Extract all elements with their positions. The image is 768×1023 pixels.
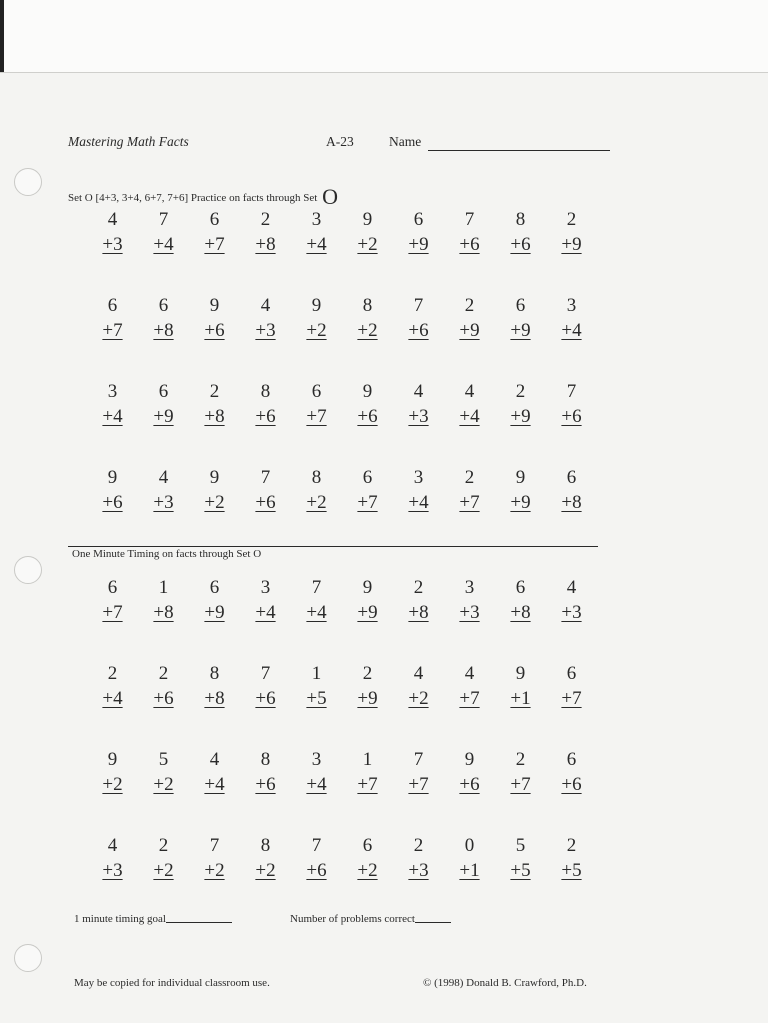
addition-problem — [437, 379, 488, 465]
problem-addend: +4 — [255, 602, 276, 623]
addition-problem — [182, 379, 233, 465]
addition-problem — [233, 661, 284, 747]
problem-addend: +2 — [204, 492, 225, 513]
problem-addend: +4 — [306, 774, 327, 795]
problems-correct-blank — [415, 922, 451, 923]
problem-top-number: 7 — [464, 209, 475, 230]
problem-addend: +3 — [102, 860, 123, 881]
addition-problem — [488, 379, 539, 465]
problem-addend: +7 — [204, 234, 225, 255]
addition-problem — [437, 575, 488, 661]
problem-top-number: 9 — [311, 295, 322, 316]
problem-top-number: 4 — [566, 577, 577, 598]
problem-top-number: 7 — [209, 835, 220, 856]
problem-row — [80, 661, 590, 747]
problem-addend: +5 — [510, 860, 531, 881]
addition-problem — [335, 747, 386, 833]
problem-row — [80, 293, 590, 379]
problem-addend: +6 — [510, 234, 531, 255]
problem-addend: +8 — [204, 406, 225, 427]
addition-problem — [539, 379, 590, 465]
timing-goal-label: 1 minute timing goal — [74, 913, 166, 925]
addition-problem — [488, 661, 539, 747]
addition-problem — [284, 661, 335, 747]
name-label: Name — [389, 134, 422, 149]
set-letter: O — [322, 184, 338, 209]
problem-top-number: 8 — [209, 663, 220, 684]
addition-problem — [284, 575, 335, 661]
page-top-band — [0, 0, 768, 73]
problem-top-number: 9 — [209, 295, 220, 316]
problem-top-number: 7 — [566, 381, 577, 402]
problem-top-number: 2 — [413, 835, 424, 856]
addition-problem — [233, 465, 284, 551]
addition-problem — [182, 833, 233, 919]
addition-problem — [488, 833, 539, 919]
problem-addend: +4 — [102, 406, 123, 427]
problem-addend: +8 — [153, 320, 174, 341]
problems-correct-field — [290, 913, 451, 925]
addition-problem — [386, 293, 437, 379]
addition-problem — [284, 465, 335, 551]
addition-problem — [284, 747, 335, 833]
problem-top-number: 6 — [158, 381, 169, 402]
problem-row — [80, 575, 590, 661]
problem-addend: +3 — [561, 602, 582, 623]
addition-problem — [284, 833, 335, 919]
addition-problem — [386, 465, 437, 551]
addition-problem — [131, 207, 182, 293]
problem-addend: +2 — [204, 860, 225, 881]
problem-top-number: 8 — [362, 295, 373, 316]
binder-hole — [14, 944, 42, 972]
problem-addend: +4 — [561, 320, 582, 341]
problem-addend: +7 — [459, 688, 480, 709]
problem-addend: +8 — [408, 602, 429, 623]
problem-addend: +5 — [561, 860, 582, 881]
problem-top-number: 9 — [107, 749, 118, 770]
problem-top-number: 7 — [413, 295, 424, 316]
problem-top-number: 1 — [311, 663, 322, 684]
addition-problem — [335, 661, 386, 747]
problem-top-number: 2 — [413, 577, 424, 598]
problem-addend: +9 — [510, 406, 531, 427]
addition-problem — [488, 207, 539, 293]
problem-addend: +8 — [510, 602, 531, 623]
addition-problem — [539, 833, 590, 919]
addition-problem — [131, 465, 182, 551]
page-edge — [0, 0, 4, 72]
problem-top-number: 3 — [311, 749, 322, 770]
problem-addend: +9 — [204, 602, 225, 623]
problem-top-number: 7 — [158, 209, 169, 230]
addition-problem — [335, 575, 386, 661]
problem-addend: +2 — [306, 492, 327, 513]
problem-top-number: 5 — [515, 835, 526, 856]
problem-addend: +8 — [255, 234, 276, 255]
addition-problem — [80, 293, 131, 379]
problem-addend: +7 — [357, 774, 378, 795]
problem-top-number: 9 — [362, 209, 373, 230]
addition-problem — [386, 661, 437, 747]
addition-problem — [233, 379, 284, 465]
problem-top-number: 6 — [107, 577, 118, 598]
problem-top-number: 4 — [464, 663, 475, 684]
problem-addend: +1 — [459, 860, 480, 881]
problem-top-number: 8 — [515, 209, 526, 230]
problem-top-number: 6 — [566, 663, 577, 684]
problem-top-number: 2 — [464, 467, 475, 488]
problem-top-number: 0 — [464, 835, 475, 856]
problem-addend: +3 — [408, 406, 429, 427]
problem-addend: +7 — [102, 602, 123, 623]
problem-top-number: 6 — [362, 467, 373, 488]
addition-problem — [335, 379, 386, 465]
problem-addend: +7 — [102, 320, 123, 341]
problem-top-number: 6 — [158, 295, 169, 316]
problem-top-number: 2 — [566, 835, 577, 856]
problem-top-number: 6 — [515, 295, 526, 316]
problem-addend: +6 — [306, 860, 327, 881]
addition-problem — [80, 207, 131, 293]
problem-top-number: 8 — [260, 835, 271, 856]
problem-top-number: 3 — [260, 577, 271, 598]
addition-problem — [488, 575, 539, 661]
addition-problem — [131, 747, 182, 833]
addition-problem — [131, 833, 182, 919]
problem-top-number: 7 — [413, 749, 424, 770]
addition-problem — [233, 747, 284, 833]
addition-problem — [386, 379, 437, 465]
problem-addend: +6 — [561, 406, 582, 427]
problem-top-number: 9 — [209, 467, 220, 488]
problem-row — [80, 747, 590, 833]
problem-top-number: 2 — [158, 835, 169, 856]
problem-top-number: 4 — [260, 295, 271, 316]
addition-problem — [182, 465, 233, 551]
problem-top-number: 1 — [362, 749, 373, 770]
addition-problem — [437, 833, 488, 919]
problem-addend: +9 — [153, 406, 174, 427]
problem-addend: +6 — [459, 234, 480, 255]
problem-top-number: 9 — [362, 381, 373, 402]
problem-addend: +2 — [357, 860, 378, 881]
problem-addend: +9 — [408, 234, 429, 255]
problem-addend: +2 — [153, 774, 174, 795]
problem-top-number: 4 — [107, 835, 118, 856]
problem-top-number: 8 — [260, 749, 271, 770]
problem-top-number: 6 — [107, 295, 118, 316]
addition-problem — [539, 465, 590, 551]
problem-row — [80, 379, 590, 465]
problem-top-number: 9 — [464, 749, 475, 770]
problem-addend: +6 — [255, 688, 276, 709]
problem-top-number: 9 — [515, 467, 526, 488]
problem-addend: +4 — [408, 492, 429, 513]
problem-addend: +9 — [459, 320, 480, 341]
problem-top-number: 2 — [464, 295, 475, 316]
practice-problem-grid — [80, 207, 590, 551]
problem-top-number: 4 — [209, 749, 220, 770]
addition-problem — [233, 207, 284, 293]
problem-top-number: 6 — [413, 209, 424, 230]
problem-addend: +6 — [204, 320, 225, 341]
problem-addend: +3 — [459, 602, 480, 623]
addition-problem — [437, 661, 488, 747]
problem-top-number: 3 — [464, 577, 475, 598]
timing-section-label: One Minute Timing on facts through Set O — [72, 548, 262, 560]
addition-problem — [539, 207, 590, 293]
addition-problem — [182, 575, 233, 661]
problem-addend: +9 — [357, 688, 378, 709]
problem-addend: +4 — [102, 688, 123, 709]
problem-addend: +4 — [306, 602, 327, 623]
problem-addend: +8 — [561, 492, 582, 513]
problem-addend: +9 — [357, 602, 378, 623]
problem-addend: +2 — [102, 774, 123, 795]
problem-addend: +3 — [255, 320, 276, 341]
addition-problem — [284, 379, 335, 465]
addition-problem — [437, 207, 488, 293]
addition-problem — [437, 293, 488, 379]
addition-problem — [80, 465, 131, 551]
addition-problem — [284, 207, 335, 293]
addition-problem — [488, 465, 539, 551]
addition-problem — [80, 833, 131, 919]
problem-top-number: 6 — [566, 467, 577, 488]
problem-top-number: 2 — [515, 749, 526, 770]
problem-addend: +6 — [459, 774, 480, 795]
addition-problem — [80, 575, 131, 661]
problem-top-number: 8 — [260, 381, 271, 402]
problem-top-number: 4 — [158, 467, 169, 488]
problem-top-number: 7 — [260, 663, 271, 684]
binder-hole — [14, 168, 42, 196]
binder-hole — [14, 556, 42, 584]
problem-addend: +2 — [357, 234, 378, 255]
problem-top-number: 1 — [158, 577, 169, 598]
problem-addend: +6 — [561, 774, 582, 795]
addition-problem — [182, 747, 233, 833]
addition-problem — [488, 747, 539, 833]
problem-top-number: 2 — [209, 381, 220, 402]
problem-addend: +2 — [255, 860, 276, 881]
addition-problem — [386, 575, 437, 661]
addition-problem — [335, 293, 386, 379]
addition-problem — [182, 661, 233, 747]
addition-problem — [131, 293, 182, 379]
problem-top-number: 4 — [413, 381, 424, 402]
addition-problem — [182, 207, 233, 293]
problem-addend: +2 — [357, 320, 378, 341]
addition-problem — [539, 293, 590, 379]
addition-problem — [233, 293, 284, 379]
problem-top-number: 2 — [158, 663, 169, 684]
problem-addend: +3 — [102, 234, 123, 255]
addition-problem — [539, 661, 590, 747]
timing-goal-blank — [166, 922, 232, 923]
problem-top-number: 6 — [311, 381, 322, 402]
problem-top-number: 6 — [209, 209, 220, 230]
problem-top-number: 2 — [515, 381, 526, 402]
problem-addend: +7 — [561, 688, 582, 709]
problem-addend: +2 — [153, 860, 174, 881]
problem-top-number: 9 — [515, 663, 526, 684]
practice-set-text: Set O [4+3, 3+4, 6+7, 7+6] Practice on facts through Set — [68, 192, 318, 204]
addition-problem — [131, 379, 182, 465]
problem-addend: +6 — [255, 406, 276, 427]
worksheet-title: Mastering Math Facts — [68, 134, 189, 149]
problem-top-number: 9 — [362, 577, 373, 598]
problem-addend: +7 — [306, 406, 327, 427]
addition-problem — [131, 661, 182, 747]
problem-top-number: 6 — [566, 749, 577, 770]
problem-addend: +9 — [510, 492, 531, 513]
timing-goal-field — [74, 913, 232, 925]
addition-problem — [539, 747, 590, 833]
problem-addend: +2 — [306, 320, 327, 341]
problem-top-number: 4 — [464, 381, 475, 402]
problem-addend: +7 — [459, 492, 480, 513]
problem-addend: +4 — [153, 234, 174, 255]
addition-problem — [437, 465, 488, 551]
addition-problem — [335, 833, 386, 919]
copyright-credit: © (1998) Donald B. Crawford, Ph.D. — [423, 977, 587, 989]
addition-problem — [80, 661, 131, 747]
addition-problem — [539, 575, 590, 661]
addition-problem — [386, 747, 437, 833]
problem-top-number: 3 — [413, 467, 424, 488]
problem-top-number: 2 — [260, 209, 271, 230]
problem-addend: +9 — [561, 234, 582, 255]
problem-top-number: 7 — [311, 577, 322, 598]
problem-addend: +2 — [408, 688, 429, 709]
name-blank-line — [428, 150, 610, 151]
problem-addend: +7 — [510, 774, 531, 795]
problem-row — [80, 833, 590, 919]
problem-top-number: 3 — [566, 295, 577, 316]
problem-row — [80, 465, 590, 551]
problem-addend: +4 — [204, 774, 225, 795]
problem-addend: +7 — [357, 492, 378, 513]
addition-problem — [182, 293, 233, 379]
problem-top-number: 4 — [413, 663, 424, 684]
problem-addend: +3 — [153, 492, 174, 513]
problem-addend: +6 — [102, 492, 123, 513]
problem-top-number: 2 — [107, 663, 118, 684]
problem-top-number: 3 — [311, 209, 322, 230]
problem-top-number: 4 — [107, 209, 118, 230]
problem-row — [80, 207, 590, 293]
problem-addend: +8 — [204, 688, 225, 709]
problem-top-number: 7 — [260, 467, 271, 488]
problem-addend: +6 — [408, 320, 429, 341]
addition-problem — [437, 747, 488, 833]
problem-top-number: 2 — [362, 663, 373, 684]
problem-top-number: 9 — [107, 467, 118, 488]
problem-addend: +6 — [255, 774, 276, 795]
section-divider — [68, 546, 598, 547]
problem-addend: +8 — [153, 602, 174, 623]
addition-problem — [335, 465, 386, 551]
problem-addend: +1 — [510, 688, 531, 709]
problem-top-number: 6 — [515, 577, 526, 598]
addition-problem — [284, 293, 335, 379]
addition-problem — [488, 293, 539, 379]
addition-problem — [80, 747, 131, 833]
worksheet-code: A-23 — [326, 134, 354, 149]
problem-top-number: 3 — [107, 381, 118, 402]
problem-addend: +4 — [459, 406, 480, 427]
problem-top-number: 2 — [566, 209, 577, 230]
problem-addend: +9 — [510, 320, 531, 341]
problem-top-number: 6 — [362, 835, 373, 856]
problem-addend: +6 — [357, 406, 378, 427]
problem-top-number: 7 — [311, 835, 322, 856]
problem-addend: +3 — [408, 860, 429, 881]
problems-correct-label: Number of problems correct — [290, 913, 415, 925]
problem-addend: +7 — [408, 774, 429, 795]
problem-addend: +6 — [153, 688, 174, 709]
problem-addend: +4 — [306, 234, 327, 255]
addition-problem — [386, 207, 437, 293]
addition-problem — [386, 833, 437, 919]
problem-top-number: 6 — [209, 577, 220, 598]
problem-addend: +6 — [255, 492, 276, 513]
addition-problem — [80, 379, 131, 465]
addition-problem — [335, 207, 386, 293]
addition-problem — [233, 575, 284, 661]
problem-top-number: 5 — [158, 749, 169, 770]
problem-addend: +5 — [306, 688, 327, 709]
copy-permission-note: May be copied for individual classroom use. — [74, 977, 270, 989]
addition-problem — [131, 575, 182, 661]
addition-problem — [233, 833, 284, 919]
timing-problem-grid — [80, 575, 590, 919]
problem-top-number: 8 — [311, 467, 322, 488]
